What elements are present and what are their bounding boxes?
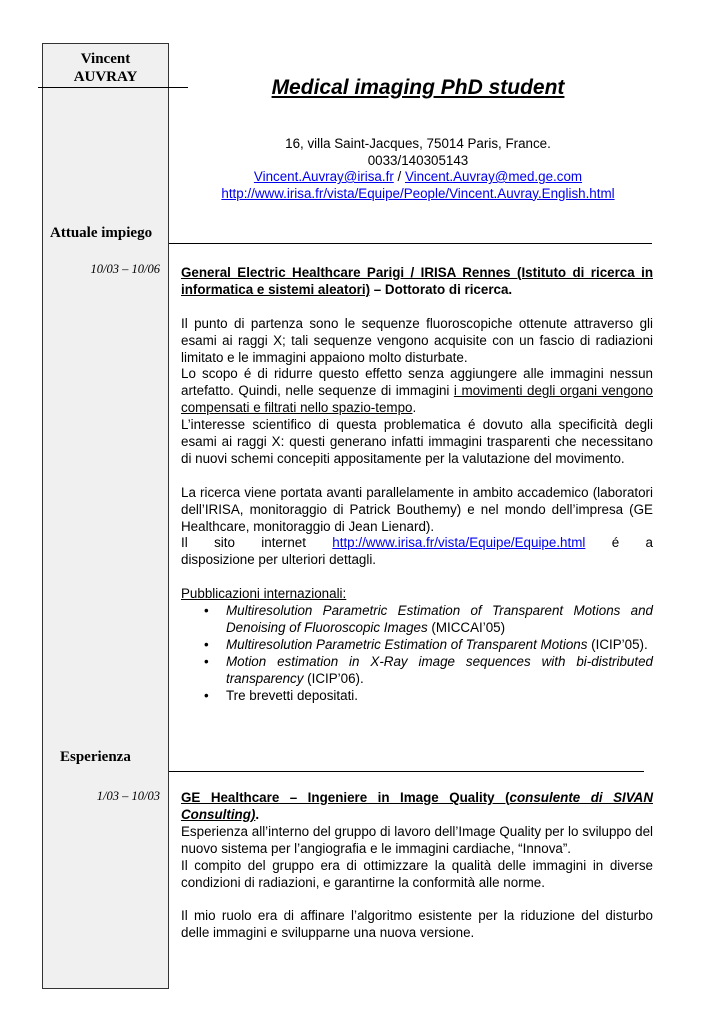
- job1-paragraph-2-underlined: i movimenti degli organi vengono compensati e filtrati nello spazio-tempo: [181, 383, 653, 416]
- website-sentence: [181, 535, 653, 552]
- last-name: AUVRAY: [73, 69, 138, 85]
- publication-title: Multiresolution Parametric Estimation of Transparent Motions: [226, 636, 588, 652]
- site-word-2: sito: [214, 535, 235, 551]
- phone: 0033/140305143: [367, 152, 469, 168]
- job1-paragraph-1: Il punto di partenza sono le sequenze fluoroscopiche ottenute attraverso gli esami ai raggi X; tali sequenze vengono acquisite con un fascio di radiazioni limitato e le immagini appaiono molto disturbate.: [181, 315, 653, 365]
- site-word-1: Il: [181, 535, 188, 551]
- job2-entry: [181, 790, 653, 942]
- name-divider: [38, 87, 188, 88]
- publication-venue: (ICIP’05).: [587, 636, 648, 652]
- email-link-irisa[interactable]: Vincent.Auvray@irisa.fr: [253, 169, 394, 184]
- sidebar-panel: [42, 43, 169, 989]
- address: 16, villa Saint-Jacques, 75014 Paris, France.: [285, 136, 551, 151]
- job1-entry: [181, 265, 653, 705]
- site-word-3: internet: [261, 535, 306, 551]
- contact-block: [168, 136, 668, 202]
- job2-employer: GE Healthcare – Ingeniere in Image Quality (: [181, 790, 510, 805]
- job2-heading: [181, 790, 653, 824]
- section-heading-experience: Esperienza: [60, 749, 131, 765]
- experience-divider: [169, 771, 644, 772]
- job2-paragraph-3: Il mio ruolo era di affinare l’algoritmo esistente per la riduzione del disturbo delle immagini e svilupparne una nuova versione.: [181, 908, 653, 941]
- page-title: Medical imaging PhD student: [271, 76, 565, 99]
- team-site-link[interactable]: http://www.irisa.fr/vista/Equipe/Equipe.html: [332, 535, 586, 551]
- job1-heading: [181, 265, 653, 299]
- publication-venue: (MICCAI’05): [427, 619, 506, 635]
- website-sentence-end: disposizione per ulteriori dettagli.: [181, 552, 377, 568]
- publication-title: Multiresolution Parametric Estimation of Transparent Motions and Denoising of Fluoroscopic Images: [226, 603, 653, 635]
- job2-paragraph-1: Esperienza all’interno del gruppo di lavoro dell’Image Quality per lo sviluppo del nuovo sistema per l’angiografia e le immagini cardiache, “Innova”.: [181, 823, 653, 856]
- job2-heading-end: .: [255, 806, 260, 822]
- job1-dates: 10/03 – 10/06: [90, 262, 160, 276]
- current-job-divider: [169, 243, 652, 244]
- job1-paragraph-2: [181, 366, 653, 417]
- first-name: Vincent: [80, 51, 131, 67]
- job2-paragraph-2: Il compito del gruppo era di ottimizzare la qualità delle immagini in diverse condizioni di radiazioni, e garantirne la conformità alle norme.: [181, 857, 653, 890]
- email-separator: /: [393, 169, 405, 184]
- job1-role: – Dottorato di ricerca.: [370, 281, 513, 297]
- patents-item: [226, 688, 653, 705]
- email-line: [168, 169, 668, 186]
- site-word-5: a: [645, 535, 653, 551]
- publication-title: Motion estimation in X-Ray image sequences with bi-distributed transparency: [226, 653, 653, 686]
- homepage-line: [168, 186, 668, 203]
- publications-heading: Pubblicazioni internazionali:: [181, 586, 347, 602]
- publications-list: [181, 603, 653, 704]
- publication-item: [226, 603, 653, 637]
- publication-venue: (ICIP’06).: [303, 670, 364, 686]
- job2-dates: 1/03 – 10/03: [96, 789, 160, 803]
- publication-item: [226, 637, 653, 654]
- section-heading-current: Attuale impiego: [50, 225, 153, 241]
- job1-paragraph-2-text: Lo scopo é di ridurre questo effetto senza aggiungere alle immagini nessun artefatto. Quindi, nelle sequenze di immagini: [181, 366, 653, 399]
- job1-paragraph-2-end: .: [412, 400, 417, 416]
- job1-paragraph-4: La ricerca viene portata avanti parallelamente in ambito accademico (laboratori dell’IRISA, monitoraggio di Patrick Bouthemy) e nel mondo dell’impresa (GE Healthcare, monitoraggio di Jean Lienard).: [181, 484, 653, 534]
- publication-item: [226, 654, 653, 688]
- homepage-link[interactable]: http://www.irisa.fr/vista/Equipe/People/Vincent.Auvray.English.html: [221, 185, 615, 201]
- job1-paragraph-3: L’interesse scientifico di questa problematica é dovuto alla specificità degli esami ai raggi X: questi generano infatti immagini trasparenti che necessitano di nuovi schemi concepiti appositamente per la valutazione del movimento.: [181, 417, 653, 466]
- candidate-name: [42, 50, 169, 86]
- patents-text: Tre brevetti depositati.: [226, 687, 358, 703]
- job1-employer: General Electric Healthcare Parigi / IRISA Rennes (Istituto di ricerca in informatica e sistemi aleatori): [181, 265, 653, 297]
- job2-consultant: consulente di SIVAN Consulting): [181, 790, 653, 822]
- site-word-4: é: [611, 535, 620, 551]
- email-link-ge[interactable]: Vincent.Auvray@med.ge.com: [404, 169, 583, 184]
